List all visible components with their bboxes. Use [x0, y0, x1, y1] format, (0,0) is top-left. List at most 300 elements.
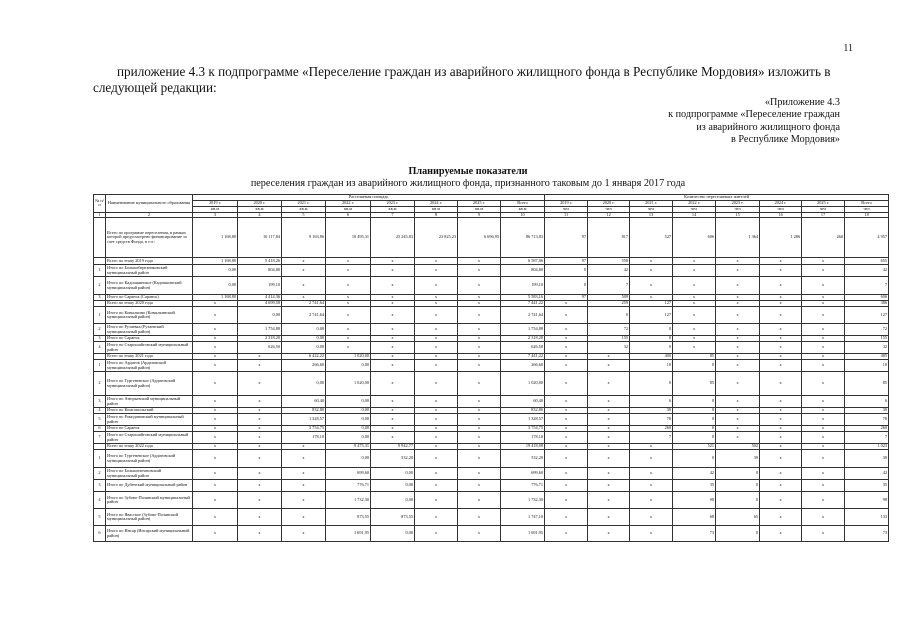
table-cell: 699,60	[326, 468, 371, 480]
table-cell: 6	[845, 396, 889, 408]
table-cell: x	[545, 509, 588, 526]
header-unit: кв.м	[458, 206, 501, 212]
table-cell: 521	[673, 444, 716, 450]
column-number: 5	[282, 212, 326, 218]
row-number: 7	[94, 432, 106, 444]
table-cell: 0	[630, 336, 673, 342]
table-cell: x	[193, 426, 238, 432]
table-cell: x	[415, 468, 458, 480]
table-cell: x	[282, 480, 326, 492]
table-cell: x	[802, 492, 845, 509]
table-cell: x	[630, 295, 673, 301]
table-cell: 19 418,08	[501, 444, 545, 450]
table-cell: x	[760, 509, 802, 526]
header-unit: чел	[545, 206, 588, 212]
table-cell: 6 587,06	[501, 258, 545, 265]
table-cell: 0,00	[326, 432, 371, 444]
table-cell: x	[238, 408, 282, 414]
table-cell: x	[545, 342, 588, 354]
table-cell: 804,80	[501, 265, 545, 277]
table-cell: x	[716, 258, 760, 265]
table-cell: 6	[630, 396, 673, 408]
table-row	[94, 492, 889, 509]
column-number: 16	[760, 212, 802, 218]
row-number: 3	[94, 396, 106, 408]
table-cell: x	[371, 426, 415, 432]
table-cell: 0	[545, 265, 588, 277]
table-cell: x	[545, 301, 588, 307]
row-number: 5	[94, 509, 106, 526]
table-cell: x	[415, 372, 458, 396]
header-year: 2024 г.	[760, 201, 802, 207]
table-cell: 127	[630, 307, 673, 324]
table-cell: 0,00	[282, 372, 326, 396]
header-year: 2025 г.	[458, 201, 501, 207]
table-cell: 1 732,30	[326, 492, 371, 509]
column-number: 15	[716, 212, 760, 218]
table-cell: 3 754,75	[282, 426, 326, 432]
row-number: 2	[94, 372, 106, 396]
table-cell: x	[760, 450, 802, 468]
table-cell: 10 117,84	[238, 218, 282, 258]
table-cell: x	[371, 295, 415, 301]
table-cell: x	[716, 408, 760, 414]
table-cell: 72	[588, 324, 630, 336]
table-cell: 10 495,31	[326, 218, 371, 258]
table-cell: x	[545, 372, 588, 396]
table-cell: x	[371, 432, 415, 444]
table-cell: x	[802, 509, 845, 526]
table-cell: 0	[673, 408, 716, 414]
table-cell: 626,50	[501, 342, 545, 354]
table-cell: x	[760, 295, 802, 301]
table-cell: x	[193, 509, 238, 526]
row-name: Итого по Большеигнатовский муниципальный район	[106, 468, 193, 480]
header-unit: чел	[845, 206, 889, 212]
table-cell: x	[760, 307, 802, 324]
row-name: Итого по Комсомольский	[106, 408, 193, 414]
table-cell: 804,80	[238, 265, 282, 277]
table-cell: x	[716, 354, 760, 360]
table-cell: x	[238, 444, 282, 450]
row-name: Итого по Атюрьевский муниципальный район	[106, 396, 193, 408]
table-cell: x	[630, 444, 673, 450]
table-cell: 42	[845, 468, 889, 480]
header-year: 2021 г.	[282, 201, 326, 207]
table-cell: 85	[673, 354, 716, 360]
table-cell: 7	[630, 432, 673, 444]
table-cell: x	[282, 444, 326, 450]
table-cell: 78	[630, 414, 673, 426]
table-cell: x	[545, 480, 588, 492]
row-number: 3	[94, 295, 106, 301]
table-cell: 178,10	[282, 432, 326, 444]
table-cell: 1 747,10	[501, 509, 545, 526]
table-cell: x	[458, 360, 501, 372]
header-unit: кв.м	[326, 206, 371, 212]
table-cell: 1 328,57	[501, 414, 545, 426]
table-cell: x	[673, 277, 716, 295]
table-cell: 1 754,88	[238, 324, 282, 336]
intro-paragraph: приложение 4.3 к подпрограмме «Переселение граждан из аварийного жилищного фонда в Республике Мордовия» изложить в следующей редакции:	[93, 64, 831, 95]
table-cell: x	[415, 492, 458, 509]
table-cell: x	[630, 526, 673, 542]
table-cell: x	[415, 277, 458, 295]
header-unit: чел	[588, 206, 630, 212]
table-cell: x	[588, 480, 630, 492]
table-row	[94, 342, 889, 354]
table-cell: 0,00	[371, 480, 415, 492]
table-cell: x	[673, 324, 716, 336]
header-year: 2023 г.	[716, 201, 760, 207]
table-cell: 1 691,95	[501, 526, 545, 542]
row-number: 3	[94, 480, 106, 492]
table-cell: 1 168,80	[193, 218, 238, 258]
table-cell: 0,00	[371, 526, 415, 542]
table-cell: 5 418,26	[238, 258, 282, 265]
header-unit: чел	[716, 206, 760, 212]
table-cell: 98	[673, 492, 716, 509]
header-year: 2019 г.	[545, 201, 588, 207]
table-cell: 1 023	[845, 444, 889, 450]
table-cell: 0,00	[282, 336, 326, 342]
table-cell: x	[760, 396, 802, 408]
table-cell: x	[238, 354, 282, 360]
row-name: Итого по Тургеневское (Ардатовский муниципальный район)	[106, 450, 193, 468]
row-name: Итого по Дубенский муниципальный район	[106, 480, 193, 492]
table-cell: 400	[630, 354, 673, 360]
table-cell: 509	[588, 295, 630, 301]
column-number: 6	[326, 212, 371, 218]
table-cell: 2 741,64	[282, 307, 326, 324]
table-row	[94, 265, 889, 277]
table-row	[94, 218, 889, 258]
table-cell: x	[545, 307, 588, 324]
table-cell: 86 713,83	[501, 218, 545, 258]
table-cell: x	[371, 414, 415, 426]
table-cell: x	[238, 432, 282, 444]
table-cell: x	[545, 324, 588, 336]
table-cell: x	[415, 480, 458, 492]
table-cell: x	[458, 526, 501, 542]
table-cell: x	[238, 450, 282, 468]
table-cell: x	[588, 492, 630, 509]
table-title: Планируемые показатели	[408, 166, 528, 177]
table-cell: x	[588, 450, 630, 468]
row-number: 2	[94, 324, 106, 336]
table-cell: x	[760, 342, 802, 354]
row-number: 1	[94, 360, 106, 372]
table-cell: x	[326, 307, 371, 324]
table-cell: x	[545, 360, 588, 372]
table-cell: x	[760, 526, 802, 542]
table-cell: x	[802, 450, 845, 468]
header-year: 2020 г.	[588, 201, 630, 207]
appendix-line: из аварийного жилищного фонда	[696, 121, 840, 133]
header-area-group: Расселяемая площадь	[193, 195, 545, 201]
table-cell: x	[802, 342, 845, 354]
table-cell: 98	[845, 492, 889, 509]
table-cell: x	[673, 301, 716, 307]
table-cell: x	[673, 342, 716, 354]
table-cell: x	[326, 324, 371, 336]
table-cell: x	[760, 444, 802, 450]
table-cell: 0	[630, 372, 673, 396]
table-cell: x	[545, 492, 588, 509]
row-number: 1	[94, 265, 106, 277]
row-name: Всего по программе переселения, в рамках которой предусмотрено финансирование за счет средств Фонда, в т.ч.:	[106, 218, 193, 258]
table-cell: 0,00	[282, 324, 326, 336]
table-cell: x	[371, 342, 415, 354]
table-titles	[93, 166, 843, 189]
table-cell: x	[415, 360, 458, 372]
table-cell: 7	[845, 432, 889, 444]
header-year: 2025 г.	[802, 201, 845, 207]
table-cell: 0,00	[326, 450, 371, 468]
column-number: 3	[193, 212, 238, 218]
column-number: 11	[545, 212, 588, 218]
table-cell: 3 754,75	[501, 426, 545, 432]
table-cell: x	[371, 396, 415, 408]
column-number: 7	[371, 212, 415, 218]
table-cell: x	[371, 258, 415, 265]
appendix-line: к подпрограмме «Переселение граждан	[668, 109, 840, 121]
table-cell: 260	[845, 426, 889, 432]
header-unit: чел	[630, 206, 673, 212]
table-cell: 0,00	[326, 360, 371, 372]
table-cell: x	[673, 336, 716, 342]
table-cell: x	[193, 396, 238, 408]
table-cell: x	[588, 526, 630, 542]
table-cell: 6 422,22	[282, 354, 326, 360]
row-name: Всего по этапу 2022 года	[106, 444, 193, 450]
table-row	[94, 258, 889, 265]
table-row	[94, 414, 889, 426]
row-number: 4	[94, 342, 106, 354]
table-cell: x	[630, 509, 673, 526]
table-cell: 558	[588, 258, 630, 265]
table-cell: x	[802, 414, 845, 426]
table-cell: 72	[845, 324, 889, 336]
table-cell: x	[802, 526, 845, 542]
table-cell: x	[802, 468, 845, 480]
table-cell: x	[458, 265, 501, 277]
table-cell: x	[716, 277, 760, 295]
table-cell: x	[415, 396, 458, 408]
table-cell: 5 583,16	[501, 295, 545, 301]
table-cell: x	[238, 396, 282, 408]
table-cell: 502	[716, 444, 760, 450]
table-cell: x	[630, 277, 673, 295]
table-cell: x	[545, 432, 588, 444]
header-year: 2022 г.	[326, 201, 371, 207]
table-cell: 35	[673, 480, 716, 492]
table-cell: x	[415, 354, 458, 360]
row-number: 6	[94, 426, 106, 432]
table-cell: x	[371, 265, 415, 277]
table-cell: 485	[845, 354, 889, 360]
column-number: 12	[588, 212, 630, 218]
table-cell: 0	[673, 360, 716, 372]
table-cell: 97	[545, 295, 588, 301]
table-cell: x	[326, 342, 371, 354]
table-cell: x	[760, 265, 802, 277]
table-cell: 2 318,20	[501, 336, 545, 342]
table-cell: 0	[716, 492, 760, 509]
column-number: 14	[673, 212, 716, 218]
table-cell: x	[415, 342, 458, 354]
table-cell: 1 328,57	[282, 414, 326, 426]
table-cell: x	[326, 295, 371, 301]
table-cell: x	[545, 396, 588, 408]
table-cell: x	[193, 360, 238, 372]
table-cell: x	[458, 277, 501, 295]
table-cell: x	[238, 509, 282, 526]
table-cell: x	[716, 396, 760, 408]
table-cell: 155	[588, 336, 630, 342]
column-number: 17	[802, 212, 845, 218]
table-cell: 7	[845, 277, 889, 295]
table-cell: x	[802, 432, 845, 444]
table-cell: 260	[630, 426, 673, 432]
table-cell: x	[458, 408, 501, 414]
row-name: Итого по Кадошкинское (Кадошкинский муниципальный район)	[106, 277, 193, 295]
column-number: 9	[458, 212, 501, 218]
header-unit: кв.м	[371, 206, 415, 212]
row-number	[94, 218, 106, 258]
row-number: 4	[94, 408, 106, 414]
table-cell: x	[545, 426, 588, 432]
table-cell: x	[760, 354, 802, 360]
table-cell: x	[588, 509, 630, 526]
table-cell: x	[630, 258, 673, 265]
table-cell: 0,00	[193, 265, 238, 277]
table-cell: x	[458, 396, 501, 408]
column-number: 10	[501, 212, 545, 218]
table-cell: x	[545, 354, 588, 360]
column-number: 4	[238, 212, 282, 218]
table-cell: 0,00	[193, 277, 238, 295]
table-cell: x	[415, 295, 458, 301]
table-cell: x	[458, 426, 501, 432]
table-cell: x	[545, 468, 588, 480]
table-cell: 0	[673, 396, 716, 408]
table-cell: x	[802, 277, 845, 295]
table-cell: x	[282, 509, 326, 526]
table-cell: 10	[630, 360, 673, 372]
table-cell: x	[238, 468, 282, 480]
table-cell: x	[760, 432, 802, 444]
table-cell: x	[415, 450, 458, 468]
table-cell: x	[193, 414, 238, 426]
table-cell: x	[673, 258, 716, 265]
column-number: 18	[845, 212, 889, 218]
table-cell: 9 475,31	[326, 444, 371, 450]
table-cell: 7 441,22	[501, 301, 545, 307]
table-cell: 1 364	[716, 218, 760, 258]
table-row	[94, 372, 889, 396]
table-cell: x	[760, 277, 802, 295]
table-cell: x	[458, 492, 501, 509]
row-name: Итого по Большеберезниковский муниципальный район	[106, 265, 193, 277]
table-cell: 0	[716, 526, 760, 542]
table-cell: x	[371, 324, 415, 336]
table-cell: 25 245,83	[371, 218, 415, 258]
table-cell: x	[760, 414, 802, 426]
column-number: 1	[94, 212, 106, 218]
table-cell: x	[238, 360, 282, 372]
table-cell: x	[545, 444, 588, 450]
table-cell: x	[326, 336, 371, 342]
table-cell: x	[802, 354, 845, 360]
header-year: 2022 г.	[673, 201, 716, 207]
header-unit: кв.м	[238, 206, 282, 212]
table-cell: x	[238, 426, 282, 432]
table-cell: x	[630, 265, 673, 277]
table-cell: x	[802, 360, 845, 372]
table-cell: x	[193, 301, 238, 307]
row-name: Итого по Старошайговский муниципальный район	[106, 432, 193, 444]
table-cell: x	[193, 480, 238, 492]
table-cell: x	[802, 307, 845, 324]
table-cell: 42	[673, 468, 716, 480]
table-cell: x	[716, 295, 760, 301]
table-cell: x	[588, 360, 630, 372]
table-cell: 32	[845, 342, 889, 354]
table-cell: x	[282, 277, 326, 295]
indicators-table	[93, 194, 889, 542]
table-cell: x	[326, 258, 371, 265]
table-cell: x	[415, 258, 458, 265]
table-cell: x	[282, 295, 326, 301]
header-people-group: Количество переселяемых жителей	[545, 195, 889, 201]
table-cell: 0	[630, 342, 673, 354]
table-cell: 817	[588, 218, 630, 258]
table-cell: x	[193, 526, 238, 542]
table-cell: 4 699,58	[238, 301, 282, 307]
table-cell: x	[716, 414, 760, 426]
table-cell: x	[802, 324, 845, 336]
table-cell: 1 020,00	[326, 372, 371, 396]
table-cell: x	[760, 301, 802, 307]
table-cell: x	[193, 324, 238, 336]
table-cell: 39	[845, 408, 889, 414]
table-cell: 10	[845, 360, 889, 372]
table-cell: x	[588, 432, 630, 444]
table-cell: x	[760, 468, 802, 480]
table-cell: x	[193, 450, 238, 468]
table-cell: x	[802, 408, 845, 414]
table-cell: x	[716, 360, 760, 372]
table-cell: 626,50	[238, 342, 282, 354]
table-cell: 39	[845, 450, 889, 468]
table-cell: x	[545, 450, 588, 468]
table-cell: x	[716, 426, 760, 432]
table-cell: 35	[845, 480, 889, 492]
header-unit: кв.м	[193, 206, 238, 212]
column-number: 13	[630, 212, 673, 218]
table-cell: x	[588, 468, 630, 480]
table-cell: x	[415, 307, 458, 324]
header-unit: чел	[673, 206, 716, 212]
table-cell: x	[238, 480, 282, 492]
table-cell: 2 741,64	[282, 301, 326, 307]
table-row	[94, 277, 889, 295]
row-number: 2	[94, 468, 106, 480]
table-cell: 73	[673, 526, 716, 542]
table-row	[94, 526, 889, 542]
column-number: 2	[106, 212, 193, 218]
